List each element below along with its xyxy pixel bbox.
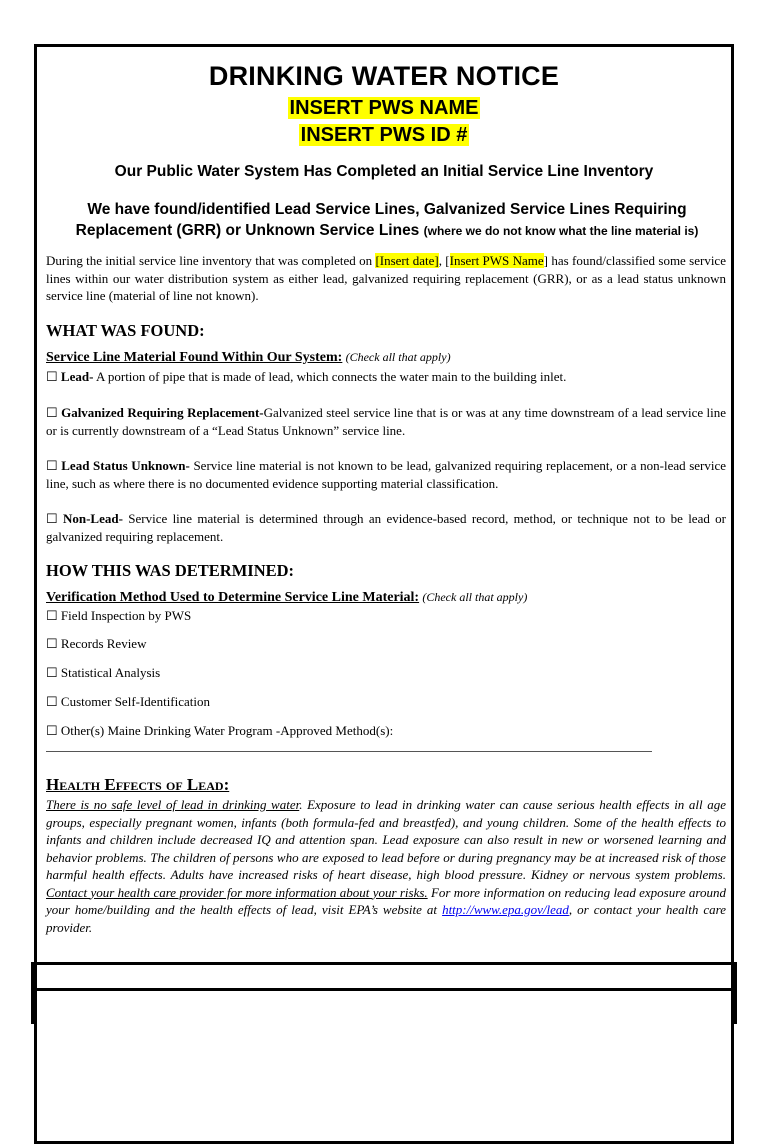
what-found-heading: WHAT WAS FOUND:	[46, 321, 205, 340]
pws-name-line	[37, 97, 731, 120]
material-desc: Service line material is not known to be lead, galvanized requiring replacement, or a non-lead service line, such as where there is no documented evidence supporting material classification.	[46, 458, 727, 491]
bottom-divider-top	[31, 962, 737, 965]
material-desc: Galvanized steel service line that is or was at any time downstream of a lead service line or is currently downstream of a “Lead Status Unknown” service line.	[46, 405, 727, 438]
health-text-2: For more information on reducing lead exposure around your home/building and the health effects of lead, visit EPA’s website at	[46, 884, 726, 917]
how-determined-heading: HOW THIS WAS DETERMINED:	[46, 561, 295, 580]
pws-id-line	[37, 124, 731, 147]
intro-paragraph	[46, 252, 726, 305]
intro-text-1: During the initial service line inventory that was completed on	[46, 253, 376, 268]
checkbox-icon[interactable]: ☐	[46, 511, 58, 526]
method-records-review[interactable]: ☐ Records Review	[46, 636, 147, 651]
method-statistical-analysis[interactable]: ☐ Statistical Analysis	[46, 665, 161, 680]
method-self-identification[interactable]: ☐ Customer Self-Identification	[46, 694, 211, 709]
material-desc: A portion of pipe that is made of lead, which connects the water main to the building inlet.	[93, 369, 567, 384]
material-item-nonlead[interactable]	[46, 510, 726, 545]
material-item-lead[interactable]	[46, 368, 726, 386]
subtitle-found-note: (where we do not know what the line material is)	[423, 224, 699, 238]
health-text-3: , or contact your health care provider.	[46, 902, 726, 935]
no-safe-level-text: There is no safe level of lead in drinking water	[46, 797, 300, 812]
verification-label-line	[46, 589, 527, 606]
pws-name-placeholder: INSERT PWS NAME	[289, 97, 479, 119]
method-other[interactable]: ☐ Other(s) Maine Drinking Water Program -Approved Method(s):	[46, 723, 394, 738]
bottom-divider-bottom	[31, 988, 737, 991]
checkbox-icon[interactable]: ☐	[46, 369, 58, 384]
bottom-box	[31, 962, 737, 1024]
intro-text-2: ] has found/classified some service lines within our water distribution system as either lead, galvanized requiring replacement (GRR), or as a lead status unknown service line (material of line not known).	[46, 253, 726, 303]
subtitle-found	[57, 199, 717, 242]
health-effects-heading: Health Effects of Lead:	[46, 775, 230, 794]
intro-sep: , [	[438, 253, 450, 268]
verification-label-note: (Check all that apply)	[422, 590, 528, 604]
pws-name-inline-placeholder: Insert PWS Name	[449, 253, 544, 268]
material-item-unknown[interactable]	[46, 457, 726, 492]
date-placeholder: [Insert date]	[375, 253, 439, 268]
pws-id-placeholder: INSERT PWS ID #	[300, 124, 468, 146]
material-name: Galvanized Requiring Replacement-	[61, 405, 264, 420]
subtitle-inventory: Our Public Water System Has Completed an Initial Service Line Inventory	[114, 163, 654, 180]
other-method-fill-line[interactable]	[46, 751, 652, 752]
material-name: Lead-	[60, 369, 94, 384]
material-label-note: (Check all that apply)	[345, 350, 451, 364]
material-item-grr[interactable]	[46, 404, 726, 439]
epa-lead-link[interactable]: http://www.epa.gov/lead	[442, 902, 569, 917]
material-label-line	[46, 349, 451, 366]
verification-label: Verification Method Used to Determine Service Line Material:	[46, 590, 420, 605]
checkbox-icon[interactable]: ☐	[46, 458, 58, 473]
health-text-1: . Exposure to lead in drinking water can cause serious health effects in all age groups, especially pregnant women, infants (both formula-fed and breastfed), and young children. Some of the health effects to infants and children include decreased IQ and attention span. Lead exposure can also result in new or worsened learning and behavior problems. The children of persons who are exposed to lead before or during pregnancy may be at increased risk of those harmful health effects. Adults have increased risks of heart disease, high blood pressure. Kidney or nervous system problems.	[46, 797, 727, 882]
material-name: Lead Status Unknown-	[61, 458, 190, 473]
checkbox-icon[interactable]: ☐	[46, 405, 58, 420]
page-title: DRINKING WATER NOTICE	[208, 61, 560, 91]
method-field-inspection[interactable]: ☐ Field Inspection by PWS	[46, 608, 192, 623]
contact-provider-text: Contact your health care provider for more information about your risks.	[46, 884, 428, 900]
material-name: Non-Lead-	[62, 511, 123, 526]
material-label: Service Line Material Found Within Our System:	[46, 350, 343, 365]
subtitle-found-main: We have found/identified Lead Service Lines, Galvanized Service Lines Requiring Replacement (GRR) or Unknown Service Lines	[75, 201, 687, 239]
health-effects-paragraph	[46, 796, 726, 936]
material-desc: Service line material is determined through an evidence-based record, method, or technique not to be lead or galvanized requiring replacement.	[46, 511, 726, 544]
